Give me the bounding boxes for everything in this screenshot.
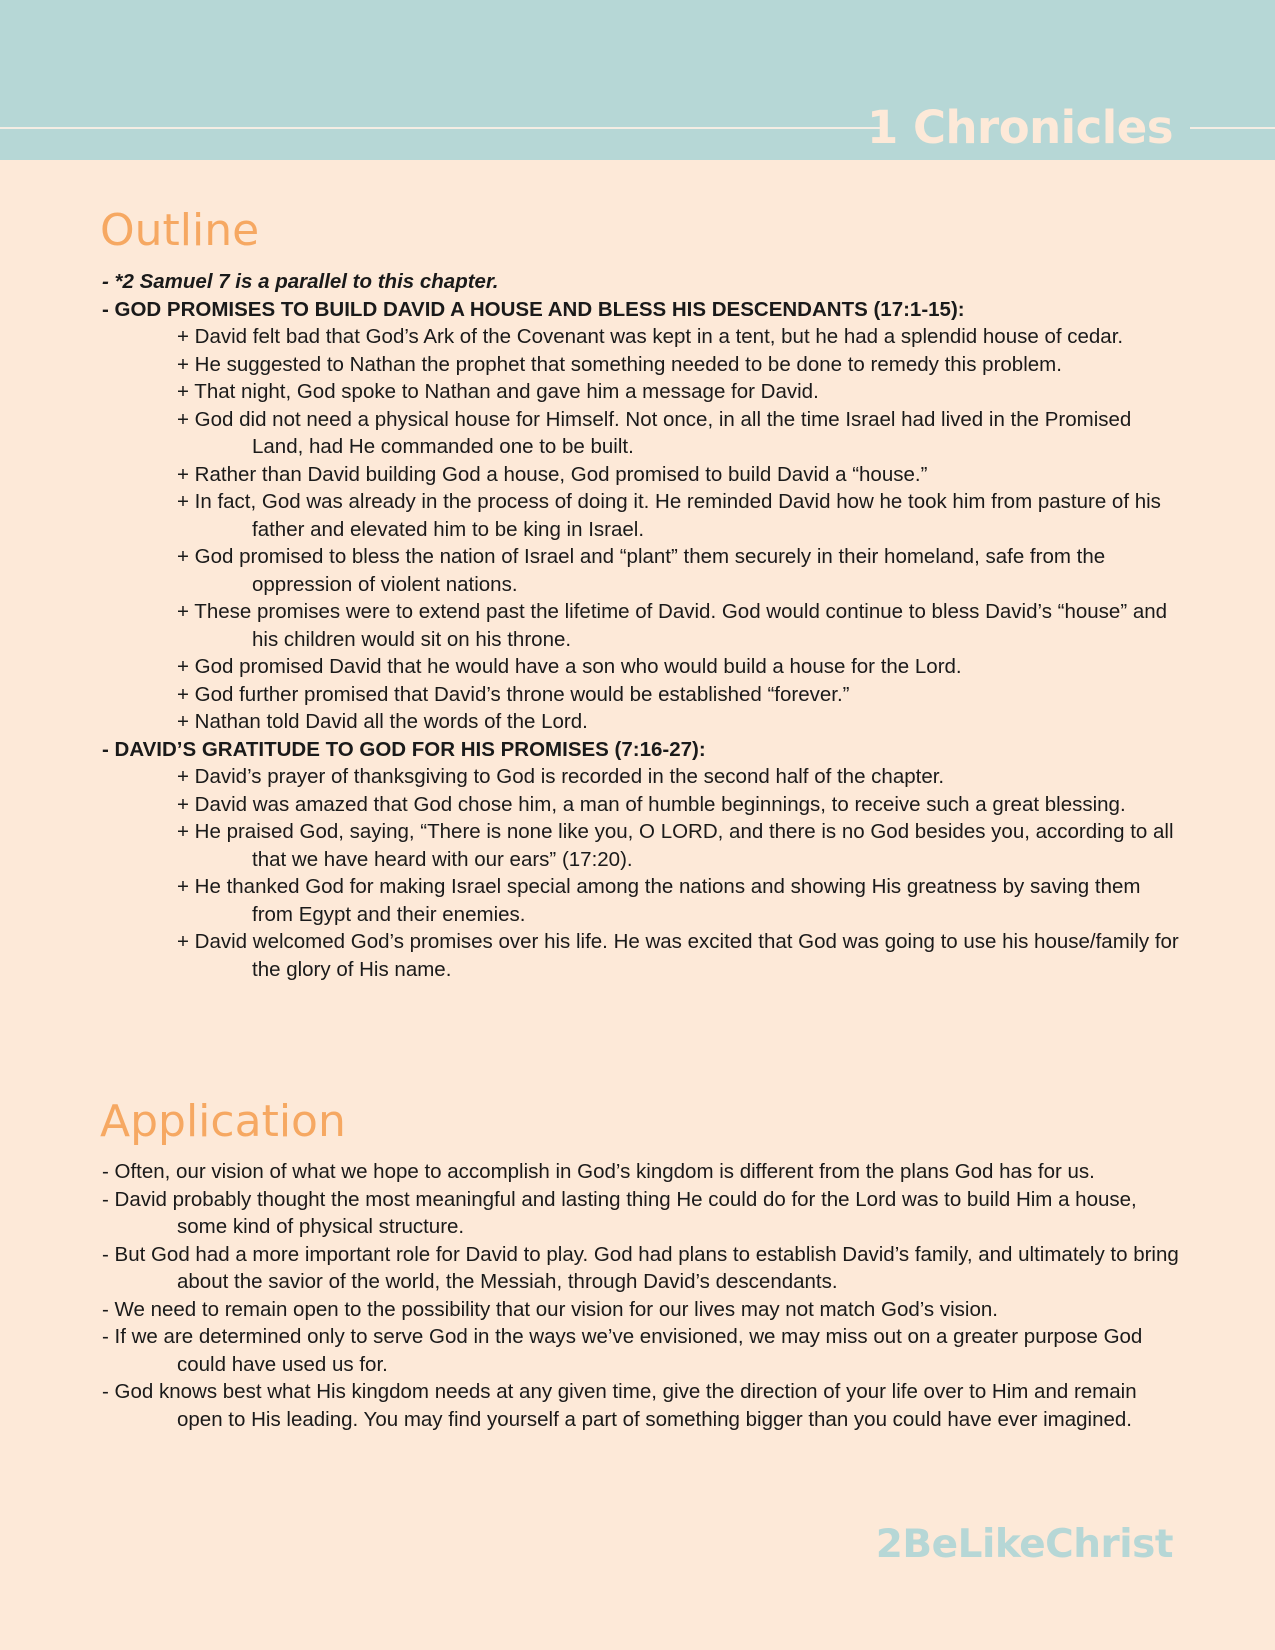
outline-item: + He suggested to Nathan the prophet that something needed to be done to remedy this problem. [177, 352, 1062, 376]
outline-item: + David’s prayer of thanksgiving to God is recorded in the second half of the chapter. [177, 765, 945, 788]
outline-item: + Nathan told David all the words of the Lord. [177, 710, 588, 733]
outline-item: + Rather than David building God a house, God promised to build David a “house.” [177, 462, 928, 486]
outline-list [102, 268, 1182, 983]
outline-item: + He thanked God for making Israel special among the nations and showing His greatness by saving them from Egypt and their enemies. [177, 875, 1141, 926]
outline-item: + David felt bad that God’s Ark of the Covenant was kept in a tent, but he had a splendid house of cedar. [177, 325, 1124, 348]
outline-item: + He praised God, saying, “There is none like you, O LORD, and there is no God besides you, according to all that we have heard with our ears” (17:20). [177, 820, 1174, 871]
outline-item: + These promises were to extend past the lifetime of David. God would continue to bless David’s “house” and his children would sit on his throne. [177, 600, 1168, 651]
outline-item: - DAVID’S GRATITUDE TO GOD FOR HIS PROMISES (7:16-27): [102, 737, 706, 761]
outline-item: + That night, God spoke to Nathan and gave him a message for David. [177, 380, 819, 403]
outline-item: + God did not need a physical house for Himself. Not once, in all the time Israel had lived in the Promised Land, had He commanded one to be built. [177, 407, 1132, 458]
outline-item: + David welcomed God’s promises over his life. He was excited that God was going to use his house/family for the glory of His name. [177, 930, 1179, 981]
application-item: - David probably thought the most meaningful and lasting thing He could do for the Lord was to build Him a house, some kind of physical structure. [102, 1187, 1137, 1238]
outline-item: + In fact, God was already in the process of doing it. He reminded David how he took him from pasture of his father and elevated him to be king in Israel. [177, 490, 1161, 541]
outline-item: - GOD PROMISES TO BUILD DAVID A HOUSE AND BLESS HIS DESCENDANTS (17:1-15): [102, 297, 965, 321]
application-heading: Application [100, 1096, 346, 1147]
header-rule-left [0, 127, 885, 129]
application-item: - God knows best what His kingdom needs at any given time, give the direction of your life over to Him and remain open to His leading. You may find yourself a part of something bigger than you could have ever imagined. [102, 1380, 1137, 1431]
brand-logo-text: 2BeLikeChrist [875, 1522, 1173, 1567]
application-list [102, 1158, 1182, 1433]
outline-item: + God promised to bless the nation of Israel and “plant” them securely in their homeland, safe from the oppression of violent nations. [177, 545, 1106, 596]
outline-item: + God further promised that David’s throne would be established “forever.” [177, 682, 850, 706]
application-item: - If we are determined only to serve God in the ways we’ve envisioned, we may miss out on a greater purpose God could have used us for. [102, 1325, 1143, 1376]
header-rule-right [1190, 127, 1275, 129]
header-banner [0, 0, 1275, 160]
book-title: 1 Chronicles [866, 101, 1173, 154]
outline-item: + David was amazed that God chose him, a man of humble beginnings, to receive such a great blessing. [177, 792, 1126, 816]
outline-heading: Outline [100, 205, 260, 256]
application-item: - Often, our vision of what we hope to accomplish in God’s kingdom is different from the plans God has for us. [102, 1160, 1095, 1183]
application-item: - But God had a more important role for David to play. God had plans to establish David’s family, and ultimately to bring about the savior of the world, the Messiah, through David’s descendants. [102, 1242, 1179, 1293]
outline-item: - *2 Samuel 7 is a parallel to this chapter. [102, 270, 499, 293]
application-item: - We need to remain open to the possibility that our vision for our lives may not match God’s vision. [102, 1297, 998, 1321]
outline-item: + God promised David that he would have a son who would build a house for the Lord. [177, 655, 962, 678]
